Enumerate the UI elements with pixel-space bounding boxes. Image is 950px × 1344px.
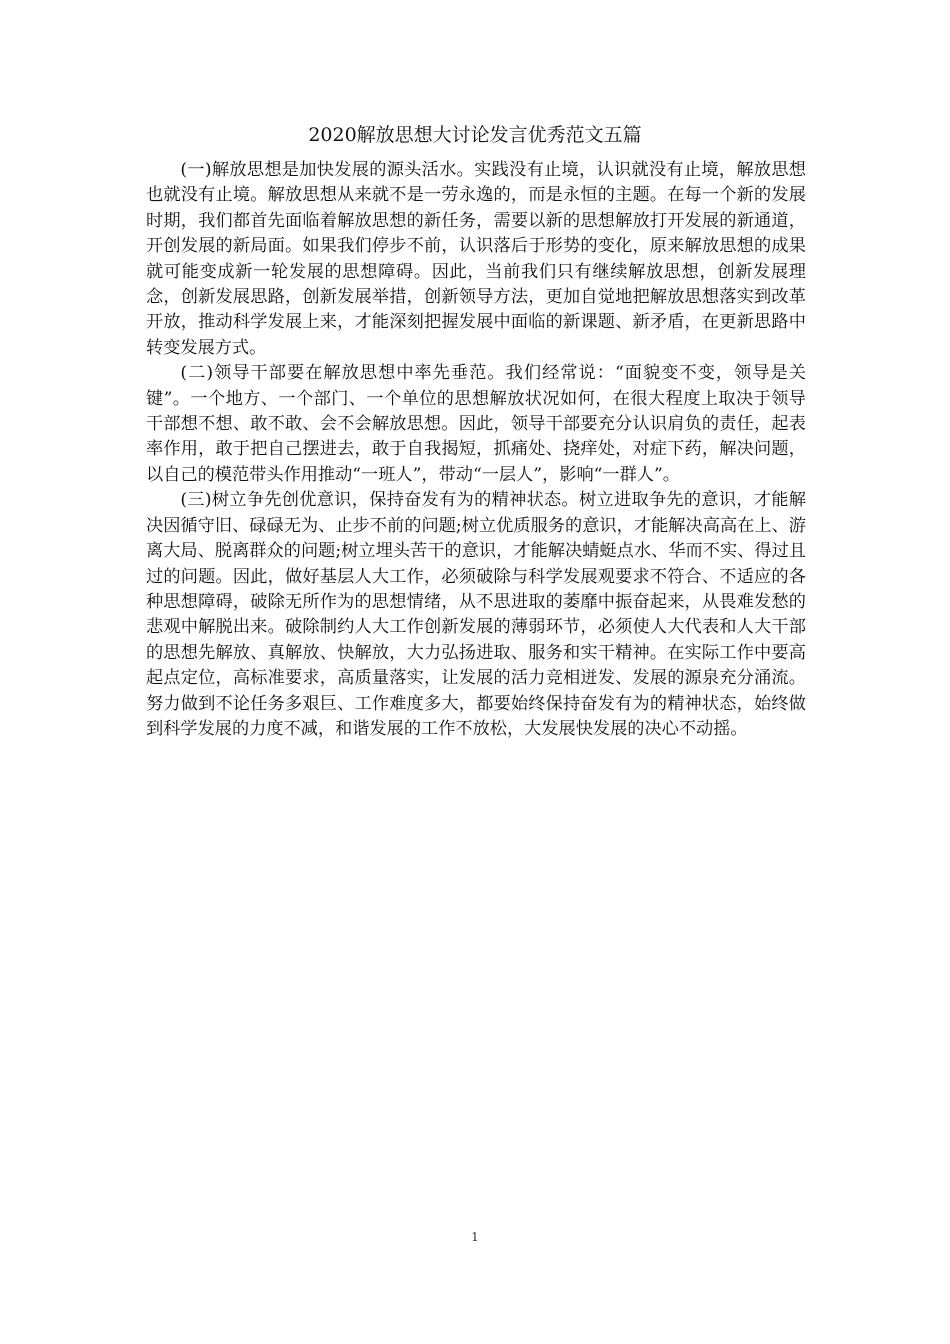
page-number: 1 <box>471 1230 479 1244</box>
document-title: 2020解放思想大讨论发言优秀范文五篇 <box>308 124 642 146</box>
paragraph-3: (三)树立争先创优意识，保持奋发有为的精神状态。树立进取争先的意识，才能解决因循守旧、碌碌无为、止步不前的问题;树立优质服务的意识，才能解决高高在上、游离大局、脱离群众的问题;树立埋头苦干的意识，才能解决蜻蜓点水、华而不实、得过且过的问题。因此，做好基层人大工作，必须破除与科学发展观要求不符合、不适应的各种思想障碍，破除无所作为的思想情绪，从不思进取的萎靡中振奋起来，从畏难发愁的悲观中解脱出来。破除制约人大工作创新发展的薄弱环节，必须使人大代表和人大干部的思想先解放、真解放、快解放，大力弘扬进取、服务和实干精神。在实际工作中要高起点定位，高标准要求，高质量落实，让发展的活力竞相迸发、发展的源泉充分涌流。努力做到不论任务多艰巨、工作难度多大，都要始终保持奋发有为的精神状态，始终做到科学发展的力度不减，和谐发展的工作不放松，大发展快发展的决心不动摇。 <box>146 490 806 739</box>
paragraph-1: (一)解放思想是加快发展的源头活水。实践没有止境，认识就没有止境，解放思想也就没有止境。解放思想从来就不是一劳永逸的，而是永恒的主题。在每一个新的发展时期，我们都首先面临着解放思想的新任务，需要以新的思想解放打开发展的新通道，开创发展的新局面。如果我们停步不前，认识落后于形势的变化，原来解放思想的成果就可能变成新一轮发展的思想障碍。因此，当前我们只有继续解放思想，创新发展理念，创新发展思路，创新发展举措，创新领导方法，更加自觉地把解放思想落实到改革开放，推动科学发展上来，才能深刻把握发展中面临的新课题、新矛盾，在更新思路中转变发展方式。 <box>146 160 806 358</box>
paragraph-2: (二)领导干部要在解放思想中率先垂范。我们经常说：“面貌变不变，领导是关键”。一个地方、一个部门、一个单位的思想解放状况如何，在很大程度上取决于领导干部想不想、敢不敢、会不会解放思想。因此，领导干部要充分认识肩负的责任，起表率作用，敢于把自己摆进去，敢于自我揭短，抓痛处、挠痒处，对症下药，解决问题，以自己的模范带头作用推动“一班人”，带动“一层人”，影响“一群人”。 <box>146 363 806 485</box>
document-body <box>146 158 806 742</box>
